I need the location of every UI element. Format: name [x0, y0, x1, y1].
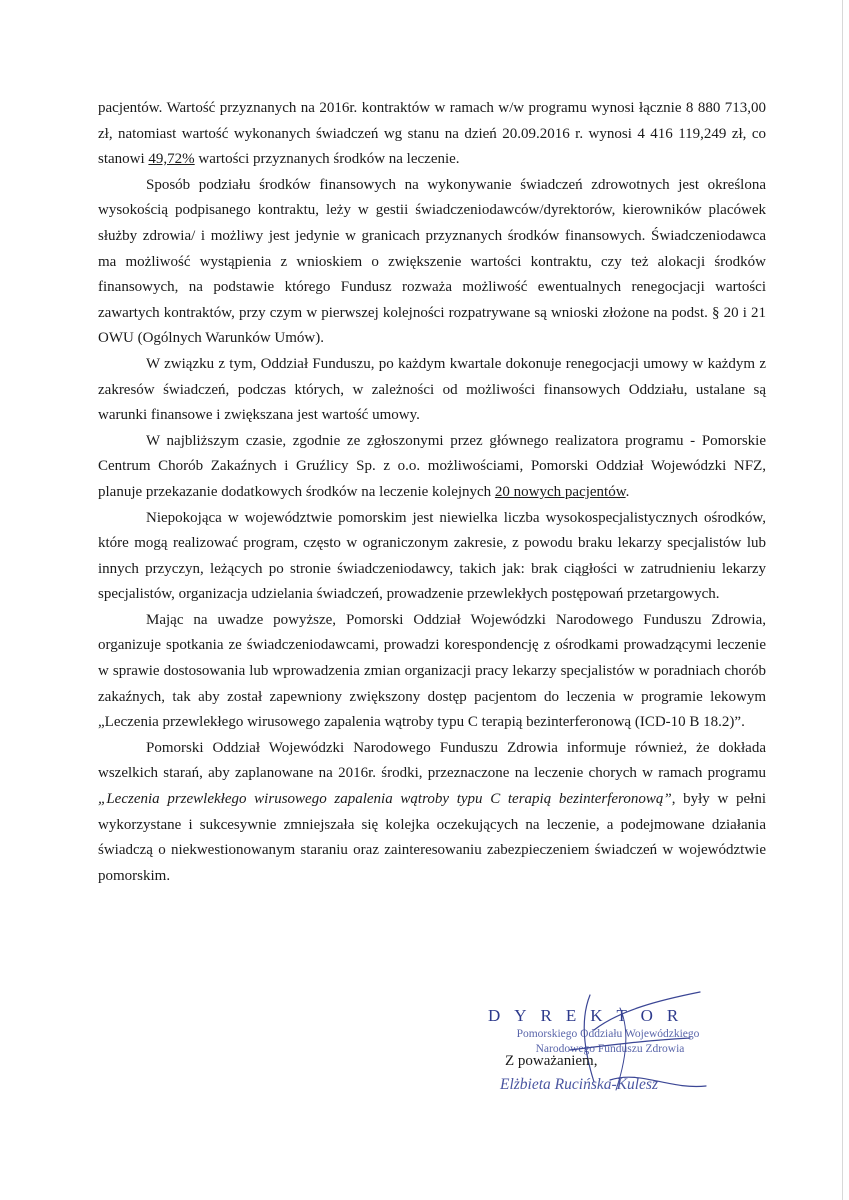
new-patients-count: 20 nowych pacjentów — [494, 483, 626, 500]
paragraph-1-text-b: wartości przyznanych środków na leczenie. — [194, 151, 460, 168]
paragraph-4 — [98, 429, 766, 506]
paragraph-7-text-b: , były w pełni wykorzystane i sukcesywnie zmniejszała się kolejka oczekujących na leczenie, a podejmowane działania świadczą o niekwestionowanym staraniu oraz zainteresowaniu zabezpieczeniem świadczeń w województwie pomorskim. — [98, 791, 766, 884]
paragraph-4-text-b: . — [625, 483, 630, 500]
stamp-title: DYREKTOR — [488, 1006, 693, 1025]
stamp-fund-line: Narodowego Funduszu Zdrowia — [535, 1043, 685, 1055]
closing-salutation: Z poważaniem, — [505, 1053, 598, 1069]
paragraph-4-text-a: W najbliższym czasie, zgodnie ze zgłoszonymi przez głównego realizatora programu - Pomorskie Centrum Chorób Zakaźnych i Gruźlicy Sp. z o.o. możliwościami, Pomorski Oddział Wojewódzki NFZ, planuje przekazanie dodatkowych środków na leczenie kolejnych — [98, 432, 766, 500]
program-name: „Leczenia przewlekłego wirusowego zapalenia wątroby typu C terapią bezinterferonową” — [98, 791, 672, 808]
stamp-office-line: Pomorskiego Oddziału Wojewódzkiego — [516, 1028, 700, 1040]
paragraph-2: Sposób podziału środków finansowych na wykonywanie świadczeń zdrowotnych jest określona wysokością podpisanego kontraktu, leży w gestii świadczeniodawców/dyrektorów, kierowników placówek służby zdrowia/ i możliwy jest jedynie w granicach przyznanych środków finansowych. Świadczeniodawca ma możliwość wystąpienia z wnioskiem o zwiększenie wartości kontraktu, czy też alokacji środków finansowych, na podstawie którego Fundusz rozważa możliwość ewentualnych renegocjacji wartości zawartych kontraktów, przy czym w pierwszej kolejności rozpatrywane są wnioski złożone na podst. § 20 i 21 OWU (Ogólnych Warunków Umów). — [98, 176, 766, 347]
paragraph-6: Mając na uwadze powyższe, Pomorski Oddział Wojewódzki Narodowego Funduszu Zdrowia, organizuje spotkania ze świadczeniodawcami, prowadzi korespondencję z ośrodkami prowadzącymi leczenie w sprawie dostosowania lub wprowadzenia zmian organizacji pracy lekarzy specjalistów w poradniach chorób zakaźnych, tak aby został zapewniony zwiększony dostęp pacjentom do leczenia w programie lekowym „Leczenia przewlekłego wirusowego zapalenia wątroby typu C terapią bezinterferonową (ICD-10 B 18.2)”. — [98, 611, 766, 731]
handwritten-signature — [550, 990, 710, 1100]
percentage-value: 49,72% — [148, 151, 195, 168]
letter-body — [98, 96, 766, 889]
paragraph-7 — [98, 736, 766, 890]
paragraph-3: W związku z tym, Oddział Funduszu, po każdym kwartale dokonuje renegocjacji umowy w każdym z zakresów świadczeń, podczas których, w zależności od możliwości finansowych Oddziału, ustalane są warunki finansowe i zwiększana jest wartość umowy. — [98, 355, 766, 424]
paragraph-1-text-a: pacjentów. Wartość przyznanych na 2016r. kontraktów w ramach w/w programu wynosi łącznie 8 880 713,00 zł, natomiast wartość wykonanych świadczeń wg stanu na dzień 20.09.2016 r. wynosi 4 416 119,249 zł, co stanowi — [98, 100, 766, 168]
page-edge — [842, 0, 843, 1200]
paragraph-7-text-a: Pomorski Oddział Wojewódzki Narodowego Funduszu Zdrowia informuje również, że dokłada wszelkich starań, aby zaplanowane na 2016r. środki, przeznaczone na leczenie chorych w ramach programu — [98, 739, 766, 782]
paragraph-1 — [98, 96, 766, 173]
stamp-director-name: Elżbieta Rucińska-Kulesz — [500, 1076, 658, 1093]
paragraph-5: Niepokojąca w województwie pomorskim jest niewielka liczba wysokospecjalistycznych ośrodków, które mogą realizować program, często w ograniczonym zakresie, z powodu braku lekarzy specjalistów lub innych przyczyn, leżących po stronie świadczeniodawcy, takich jak: brak ciągłości w zatrudnieniu lekarzy specjalistów, organizacja udzielania świadczeń, prowadzenie przewlekłych postępowań przetargowych. — [98, 509, 766, 603]
